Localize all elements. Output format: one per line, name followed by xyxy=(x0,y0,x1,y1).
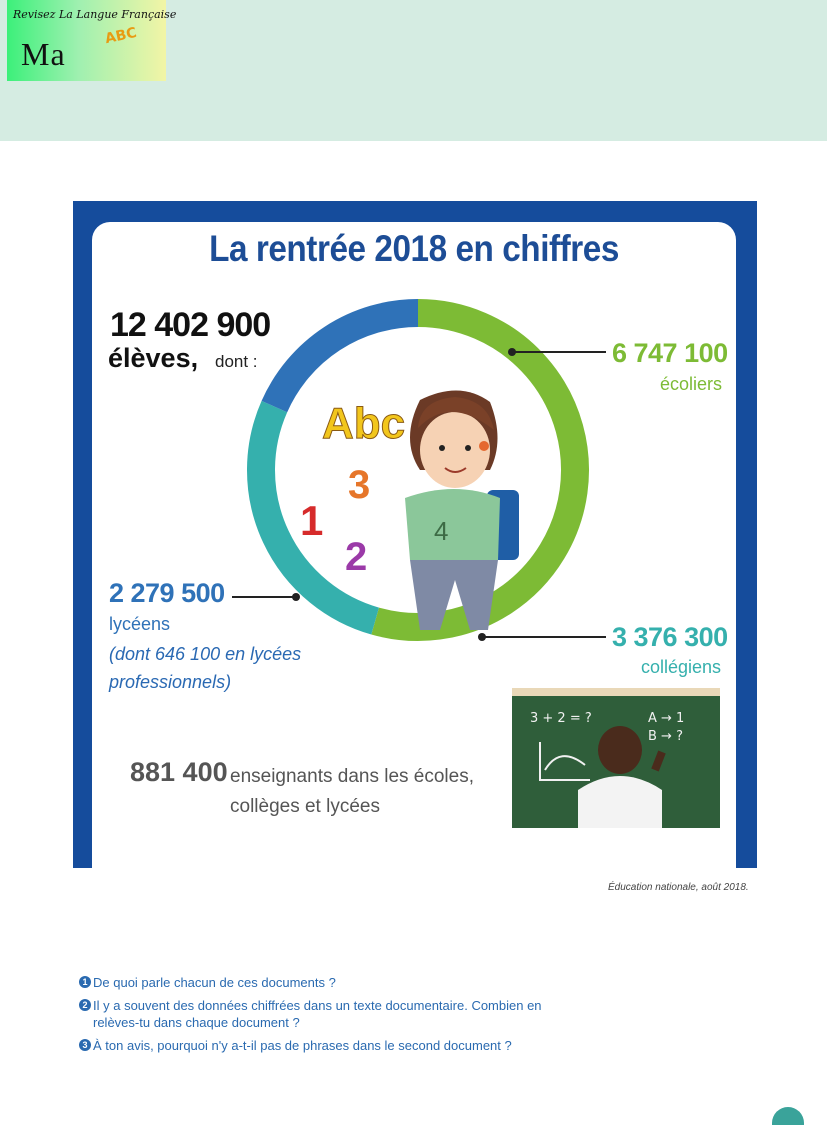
chart-title: La rentrée 2018 en chiffres xyxy=(209,228,619,269)
leader-dot-collegiens xyxy=(478,633,486,641)
question-item xyxy=(79,974,549,991)
teachers-label: enseignants dans les écoles, collèges et lycées xyxy=(230,766,474,817)
question-number-badge: 2 xyxy=(79,999,91,1011)
collegiens-value: 3 376 300 xyxy=(612,622,728,652)
logo-tagline: Revisez La Langue Française xyxy=(13,8,177,21)
question-text: Il y a souvent des données chiffrées dans un texte documentaire. Combien en relèves-tu dans chaque document ? xyxy=(93,998,542,1030)
question-list xyxy=(79,974,549,1060)
teacher-illustration xyxy=(512,688,720,828)
ecoliers-label: écoliers xyxy=(660,374,723,394)
question-item xyxy=(79,1037,549,1054)
number-two: 2 xyxy=(345,535,368,579)
number-one: 1 xyxy=(300,497,324,544)
total-students-value: 12 402 900 xyxy=(110,306,271,344)
number-three: 3 xyxy=(348,463,371,507)
question-number-badge: 3 xyxy=(79,1039,91,1051)
sweater-number: 4 xyxy=(434,516,449,546)
question-item xyxy=(79,997,549,1031)
teachers-value: 881 400 xyxy=(130,757,228,787)
question-number-badge: 1 xyxy=(79,976,91,988)
ecoliers-value: 6 747 100 xyxy=(612,338,728,368)
board-line-2: A → 1 xyxy=(648,711,685,726)
source-caption: Éducation nationale, août 2018. xyxy=(608,882,749,893)
lyceens-label: lycéens xyxy=(109,614,171,634)
leader-dot-lyceens xyxy=(292,593,300,601)
leader-dot-ecoliers xyxy=(508,348,516,356)
donut-segment-lycéens xyxy=(274,313,418,407)
total-students-suffix: dont : xyxy=(215,352,258,371)
logo-abc: ABC xyxy=(103,24,139,48)
lyceens-value: 2 279 500 xyxy=(109,578,225,608)
collegiens-label: collégiens xyxy=(641,657,722,677)
question-text: À ton avis, pourquoi n'y a-t-il pas de phrases dans le second document ? xyxy=(93,1038,512,1053)
total-students-label: élèves, xyxy=(108,343,199,373)
board-line-3: B → ? xyxy=(648,729,683,744)
question-text: De quoi parle chacun de ces documents ? xyxy=(93,975,336,990)
abc-letters: Abc xyxy=(322,399,406,448)
logo-text: Ma xyxy=(21,36,66,72)
lyceens-note: (dont 646 100 en lycées professionnels) xyxy=(109,644,302,692)
board-line-1: 3 + 2 = ? xyxy=(530,711,592,726)
